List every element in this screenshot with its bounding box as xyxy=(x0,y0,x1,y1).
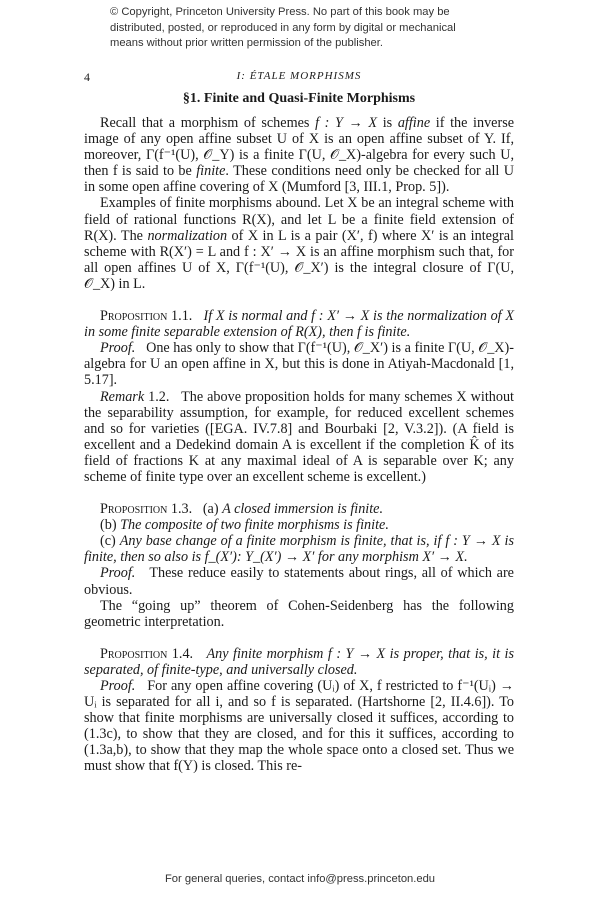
term-finite: finite xyxy=(196,163,226,180)
proof-label: Proof. xyxy=(100,565,136,582)
proof-1-3: Proof. These reduce easily to statements about rings, all of which are obvious. xyxy=(84,565,514,598)
proof-label: Proof. xyxy=(100,678,136,694)
proposition-1-3-b: (b) The composite of two finite morphisms is finite. xyxy=(100,517,389,534)
copyright-line: means without prior written permission of the publisher. xyxy=(110,37,383,49)
proposition-statement: Any finite morphism f : Y → X is proper, that is, it is separated, of finite-type, and universally closed. xyxy=(84,645,514,678)
page-number: 4 xyxy=(84,70,90,84)
paragraph-going-up: The “going up” theorem of Cohen-Seidenberg has the following geometric interpretation. xyxy=(84,597,514,630)
proof-label: Proof. xyxy=(100,340,136,357)
term-normalization: normalization xyxy=(147,227,228,244)
footer-contact: For general queries, contact info@press.princeton.edu xyxy=(164,873,436,885)
remark-1-2: Remark 1.2. The above proposition holds for many schemes X without the separability assumption, for example, for reduced excellent schemes and so for varieties ([EGA. IV.7.8] and Bourbaki [2, V.3.2]). (A field is excellent and a Dedekind domain A is excellent if the completion K̂ of its field of fractions K at any maximal ideal of A is separable over K; any scheme of finite type over an excellent scheme is excellent.) xyxy=(84,388,514,485)
proposition-label: Proposition 1.3. xyxy=(100,501,193,518)
proposition-1-1 xyxy=(84,308,514,340)
proposition-statement: If X is normal and f : X′ → X is the normalization of X in some finite separable extension of R(X), then f is finite. xyxy=(84,308,514,341)
chapter-title: I: ÉTALE MORPHISMS xyxy=(236,70,362,82)
copyright-line: © Copyright, Princeton University Press. No part of this book may be xyxy=(110,6,450,18)
term-affine: affine xyxy=(397,115,431,131)
copyright-line: distributed, posted, or reproduced in any form by digital or mechanical xyxy=(110,21,456,34)
proof-1-4: Proof. For any open affine covering (Uᵢ) of X, f restricted to f⁻¹(Uᵢ) → Uᵢ is separated for all i, and so f is separated. (Hartshorne [2, II.4.6]). To show that finite morphisms are universally closed it suffices, according to (1.3c), to show that they are closed, and for this it suffices, according to (1.3a,b), to show that they map the whole space onto a closed set. Thus we must show that f(Y) is closed. This re- xyxy=(84,678,514,775)
paragraph-examples: Examples of finite morphisms abound. Let X be an integral scheme with field of rational functions R(X), and let L be a finite field extension of R(X). The normalization of X in L is a pair (X′, f) where X′ is an integral scheme with R(X′) = L and f : X′ → X is an affine morphism such that, for all open affines U of X, Γ(f⁻¹(U), 𝒪_X′) is the integral closure of Γ(U, 𝒪_X) in L. xyxy=(84,195,514,292)
page-body xyxy=(84,115,514,775)
proposition-label: Proposition 1.1. xyxy=(100,308,193,325)
proposition-1-3-c: (c) Any base change of a finite morphism is finite, that is, if f : Y → X is finite, then so also is f_(X′): Y_(X′) → X′ for any morphism X′ → X. xyxy=(84,533,514,566)
paragraph-affine-definition: Recall that a morphism of schemes f : Y → X is affine if the inverse image of any open affine subset U of X is an open affine subset of Y. If, moreover, Γ(f⁻¹(U), 𝒪_Y) is a finite Γ(U, 𝒪_X)-algebra for every such U, then f is said to be finite. These conditions need only be checked for all U in some open affine covering of X (Mumford [3, III.1, Prop. 5]). xyxy=(84,115,515,196)
proof-1-1: Proof. One has only to show that Γ(f⁻¹(U), 𝒪_X′) is a finite Γ(U, 𝒪_X)-algebra for U an open affine in X, but this is done in Atiyah-Macdonald [1, 5.17]. xyxy=(84,340,514,389)
remark-label: Remark xyxy=(100,388,145,405)
copyright-notice xyxy=(110,5,530,52)
proposition-1-4 xyxy=(84,646,514,678)
section-title: §1. Finite and Quasi-Finite Morphisms xyxy=(182,91,416,106)
proposition-1-3: Proposition 1.3. (a) A closed immersion is finite. xyxy=(100,501,384,518)
proposition-label: Proposition 1.4. xyxy=(100,645,194,662)
